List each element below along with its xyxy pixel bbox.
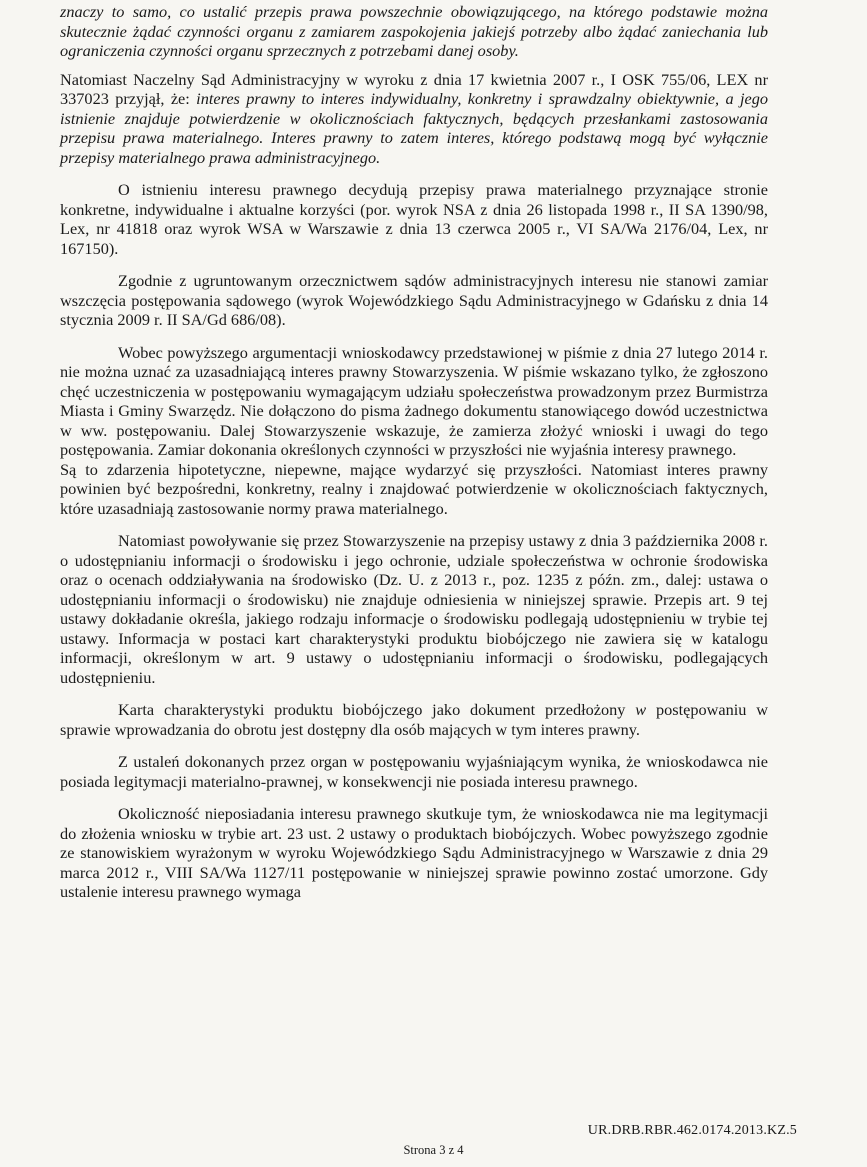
paragraph-findings: Z ustaleń dokonanych przez organ w postępowaniu wyjaśniającym wynika, że wnioskodawca nie posiada legitymacji materialno-prawnej, w konsekwencji nie posiada interesu prawnego. [60, 752, 768, 791]
paragraph-quote-continuation: znaczy to samo, co ustalić przepis prawa powszechnie obowiązującego, na którego podstawie można skutecznie żądać czynności organu z zamiarem zaspokojenia jakiejś potrzeby albo żądać zaniechania lub ograniczenia czynności organu sprzecznych z potrzebami danej osoby. [60, 2, 768, 60]
page-number: Strona 3 z 4 [403, 1143, 464, 1157]
product-card-text-a: Karta charakterystyki produktu biobójczego jako dokument przedłożony [118, 700, 636, 719]
document-body [60, 2, 768, 913]
document-reference-number: UR.DRB.RBR.462.0174.2013.KZ.5 [587, 1123, 797, 1138]
nsa-ruling-intro: Natomiast Naczelny Sąd Administracyjny w wyroku z dnia 17 kwietnia 2007 r., I OSK 755/06, LEX nr 337023 przyjął, że: [60, 69, 768, 108]
paragraph-nsa-ruling [60, 70, 768, 168]
paragraph-environment-act: Natomiast powoływanie się przez Stowarzyszenie na przepisy ustawy z dnia 3 października 2008 r. o udostępnianiu informacji o środowisku i jego ochronie, udziale społeczeństwa w ochronie środowiska oraz o ocenach oddziaływania na środowisko (Dz. U. z 2013 r., poz. 1235 z późn. zm., dalej: ustawa o udostępnianiu informacji o środowisku) nie znajduje odniesienia w niniejszej sprawie. Przepis art. 9 tej ustawy dokładanie określa, jakiego rodzaju informacje o środowisku podlegają udostępnieniu w trybie tej ustawy. Informacja w postaci kart charakterystyki produktu biobójczego nie zawiera się w katalogu informacji, określonym w art. 9 ustawy o udostępnianiu informacji o środowisku, podlegających udostępnieniu. [60, 531, 768, 687]
nsa-ruling-quote: interes prawny to interes indywidualny, konkretny i sprawdzalny obiektywnie, a jego istnienie znajduje potwierdzenie w okolicznościach faktycznych, będących przesłankami zastosowania przepisu prawa materialnego. Interes prawny to zatem interes, którego podstawą mogą być wyłącznie przepisy materialnego prawa administracyjnego. [60, 89, 768, 167]
product-card-text-w: w [635, 700, 647, 719]
paragraph-applicant-argument: Wobec powyższego argumentacji wnioskodawcy przedstawionej w piśmie z dnia 27 lutego 2014 r. nie można uznać za uzasadniającą interes prawny Stowarzyszenia. W piśmie wskazano tylko, że zgłoszono chęć uczestniczenia w postępowaniu wymagającym udziału społeczeństwa prowadzonym przez Burmistrza Miasta i Gminy Swarzędz. Nie dołączono do pisma żadnego dokumentu stanowiącego dowód uczestnictwa w ww. postępowaniu. Dalej Stowarzyszenie wskazuje, że zamierza złożyć wnioski i uwagi do tego postępowania. Zamiar dokonania określonych czynności w przyszłości nie wyjaśnia interesy prawnego. [60, 342, 768, 459]
paragraph-legal-interest-basis: O istnieniu interesu prawnego decydują przepisy prawa materialnego przyznające stronie konkretne, indywidualne i aktualne korzyści (por. wyrok NSA z dnia 26 listopada 1998 r., II SA 1390/98, Lex, nr 41818 oraz wyrok WSA w Warszawie z dnia 13 czerwca 2005 r., VI SA/Wa 2176/04, Lex, nr 167150). [60, 180, 768, 258]
product-card-text-b: postępowaniu w sprawie wprowadzania do obrotu jest dostępny dla osób mających w tym interes prawny. [60, 700, 769, 739]
paragraph-case-law: Zgodnie z ugruntowanym orzecznictwem sądów administracyjnych interesu nie stanowi zamiar wszczęcia postępowania sądowego (wyrok Wojewódzkiego Sądu Administracyjnego w Gdańsku z dnia 14 stycznia 2009 r. II SA/Gd 686/08). [60, 271, 768, 329]
paragraph-conclusion: Okoliczność nieposiadania interesu prawnego skutkuje tym, że wnioskodawca nie ma legitymacji do złożenia wniosku w trybie art. 23 ust. 2 ustawy o produktach biobójczych. Wobec powyższego zgodnie ze stanowiskiem wyrażonym w wyroku Wojewódzkiego Sądu Administracyjnego w Warszawie z dnia 29 marca 2012 r., VIII SA/Wa 1127/11 postępowanie w niniejszej sprawie powinno zostać umorzone. Gdy ustalenie interesu prawnego wymaga [60, 804, 768, 901]
paragraph-product-card [60, 700, 768, 739]
paragraph-hypothetical-events: Są to zdarzenia hipotetyczne, niepewne, mające wydarzyć się przyszłości. Natomiast interes prawny powinien być bezpośredni, konkretny, realny i znajdować potwierdzenie w okolicznościach faktycznych, które uzasadniają zastosowanie normy prawa materialnego. [60, 459, 768, 518]
